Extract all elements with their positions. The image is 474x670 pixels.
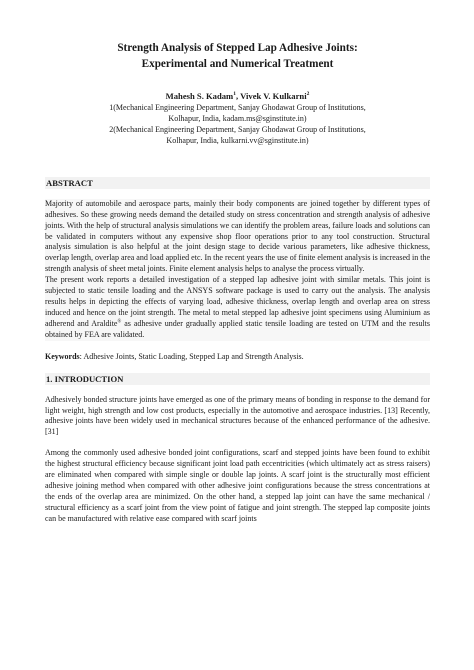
abstract-heading: ABSTRACT [45, 177, 430, 189]
paper-title [45, 40, 430, 72]
author-separator: , [235, 90, 241, 101]
title-line-1: Strength Analysis of Stepped Lap Adhesive Joints: [117, 42, 358, 54]
affiliation-line: 1(Mechanical Engineering Department, Sanjay Ghodawat Group of Institutions, [109, 102, 366, 112]
keywords-label: Keywords [45, 351, 80, 361]
keywords-text: : Adhesive Joints, Static Loading, Stepped Lap and Strength Analysis. [79, 351, 304, 361]
registered-mark: ® [117, 319, 122, 325]
paper-page [45, 40, 430, 525]
author-superscript: 2 [306, 91, 310, 97]
affiliation-line: 2(Mechanical Engineering Department, Sanjay Ghodawat Group of Institutions, [109, 124, 366, 134]
author-list [45, 89, 430, 102]
affiliation-line: Kolhapur, India, kulkarni.vv@sginstitute.in) [166, 135, 309, 145]
abstract-paragraph-2 [45, 275, 430, 340]
title-line-2: Experimental and Numerical Treatment [141, 58, 334, 70]
abstract-paragraph-1: Majority of automobile and aerospace parts, mainly their body components are joined together by different types of adhesives. So these growing needs demand the detailed study on stress concentration and strength analysis of adhesive joints. With the help of structural analysis simulations we can identify the problem areas, failure loads and solutions can be validated in computers without any expensive shop floor operations prior to any tool construction. Structural analysis simulation is also helpful at the joint design stage to decide various parameters, like adhesive thickness, overlap length, overlap area and load applied etc. In the recent years the use of finite element analysis is increased in the strength analysis of sheet metal joints. Finite element analysis helps to analyse the process virtually. [45, 198, 430, 274]
abstract-text: as adhesive under gradually applied static tensile loading are tested on UTM and the results obtained by FEA are validated. [45, 318, 430, 339]
introduction-paragraph-2: Among the commonly used adhesive bonded joint configurations, scarf and stepped joints have been found to exhibit the highest structural efficiency because significant joint load path eccentricities (which ultimately act as stress raisers) are eliminated when compared with simple single or double lap joints. A scarf joint is the structurally most efficient adhesive joining method when compared with other adhesive joint configurations because the stress concentrations at the ends of the overlap area are minimized. On the other hand, a stepped lap joint can have the same mechanical / structural efficiency as a scarf joint from the view point of fatigue and joint strength. The stepped lap composite joints can be manufactured with relative ease compared with scarf joints [45, 448, 430, 523]
abstract-text: The present work reports a detailed investigation of a stepped lap adhesive joint with similar metals. This joint is subjected to static tensile loading and the ANSYS software package is used to carry out the analysis. The analysis results helps in depicting the effects of varying load, adhesive thickness, overlap length and overlap area on stress induced and hence on the joint strength. The metal to metal stepped lap adhesive joint specimens using Aluminium as adherend and Araldite [45, 275, 430, 328]
affiliation-1 [45, 102, 430, 124]
affiliation-2 [45, 124, 430, 146]
keywords-line [45, 351, 430, 362]
introduction-paragraph-1: Adhesively bonded structure joints have emerged as one of the primary means of bonding in response to the demand for light weight, high strength and low cost products, especially in the automotive and aerospace industries. [13] Recently, adhesive joints have been widely used in mechanical structures because of the enhanced performance of the adhesive. [31] [45, 394, 430, 437]
author-name: Vivek V. Kulkarni [240, 90, 307, 101]
author-superscript: 1 [233, 91, 236, 97]
affiliation-line: Kolhapur, India, kadam.ms@sginstitute.in) [168, 113, 307, 123]
abstract-body [45, 199, 430, 341]
introduction-heading: 1. INTRODUCTION [45, 373, 430, 385]
author-name: Mahesh S. Kadam [165, 90, 234, 101]
